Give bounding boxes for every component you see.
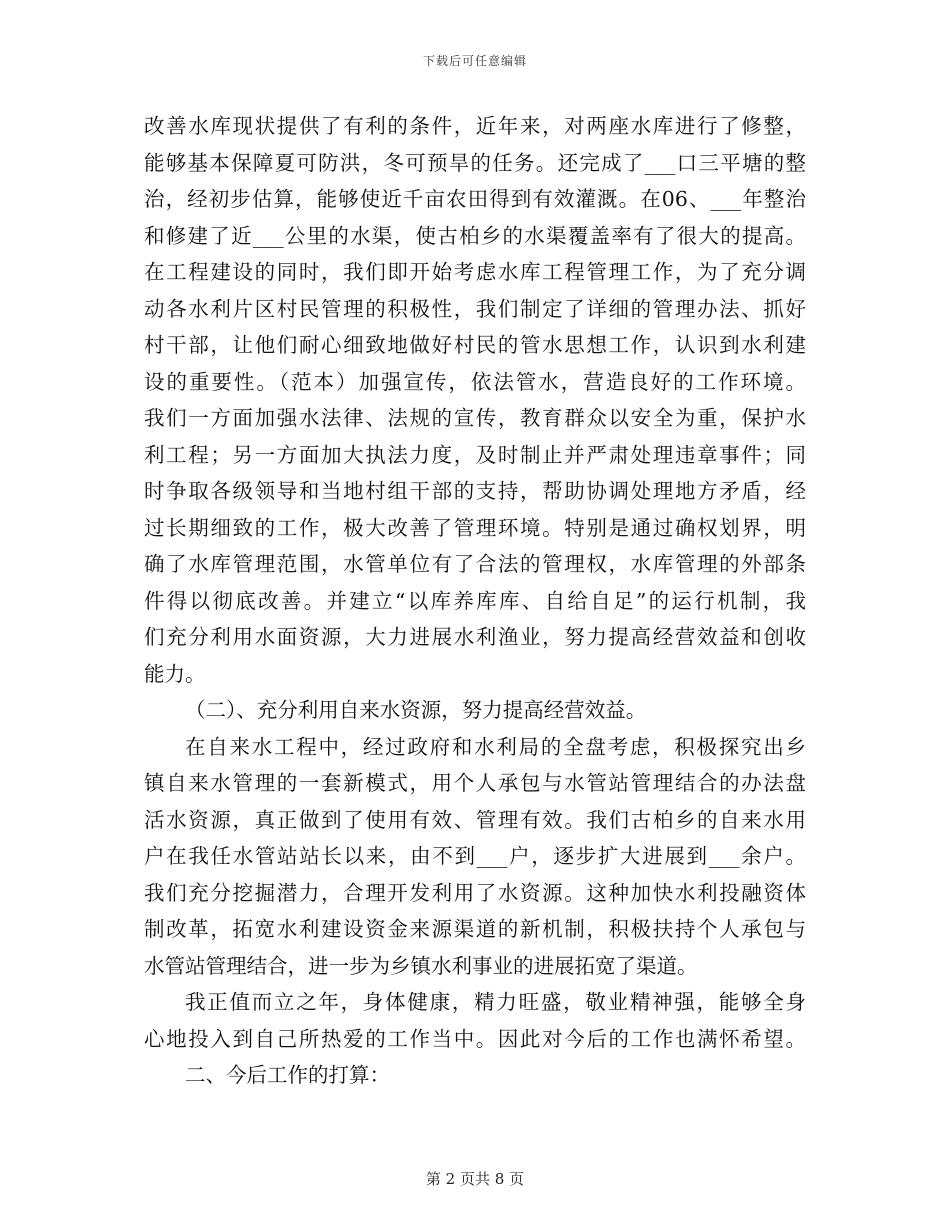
- text-line: 设的重要性。（范本）加强宣传，依法管水，营造良好的工作环境。: [144, 369, 806, 394]
- text-line: 时争取各级领导和当地村组干部的支持，帮助协调处理地方矛盾，经: [144, 479, 806, 503]
- text-line: 件得以彻底改善。并建立“以库养库库、自给自足”的运行机制，我: [144, 588, 806, 613]
- text-line: 我正值而立之年，身体健康，精力旺盛，敬业精神强，能够全身: [185, 990, 806, 1014]
- text-line: 们充分利用水面资源，大力进展水利渔业，努力提高经营效益和创收: [144, 625, 806, 649]
- page-footer: 第 2 页共 8 页: [425, 1170, 525, 1188]
- text-line: 活水资源，真正做到了使用有效、管理有效。我们古柏乡的自来水用: [144, 807, 806, 832]
- section-heading: （二）、充分利用自来水资源，努力提高经营效益。: [185, 698, 647, 722]
- text-line: 利工程；另一方面加大执法力度，及时制止并严肃处理违章事件；同: [144, 442, 806, 467]
- text-line: 我们一方面加强水法律、法规的宣传，教育群众以安全为重，保护水: [144, 406, 806, 430]
- text-line: 在工程建设的同时，我们即开始考虑水库工程管理工作，为了充分调: [144, 260, 806, 284]
- text-line: 确了水库管理范围，水管单位有了合法的管理权，水库管理的外部条: [144, 552, 806, 576]
- text-line: 治，经初步估算，能够使近千亩农田得到有效灌溉。在06、___年整治: [144, 187, 806, 211]
- text-line: 我们充分挖掘潜力，合理开发利用了水资源。这种加快水利投融资体: [144, 880, 806, 905]
- text-line: 水管站管理结合，进一步为乡镇水利事业的进展拓宽了渠道。: [144, 953, 698, 978]
- text-line: 心地投入到自己所热爱的工作当中。因此对今后的工作也满怀希望。: [144, 1026, 806, 1051]
- section-heading: 二、今后工作的打算：: [185, 1063, 390, 1087]
- text-line: 动各水利片区村民管理的积极性，我们制定了详细的管理办法、抓好: [144, 296, 806, 321]
- text-line: 在自来水工程中，经过政府和水利局的全盘考虑，积极探究出乡: [185, 734, 806, 759]
- text-line: 和修建了近___公里的水渠，使古柏乡的水渠覆盖率有了很大的提高。: [144, 223, 806, 248]
- page-header: 下载后可任意编辑: [422, 54, 527, 68]
- text-line: 制改革，拓宽水利建设资金来源渠道的新机制，积极扶持个人承包与: [144, 917, 806, 941]
- text-line: 改善水库现状提供了有利的条件，近年来，对两座水库进行了修整，: [144, 114, 806, 138]
- text-line: 户在我任水管站站长以来，由不到___户，逐步扩大进展到___余户。: [144, 844, 806, 868]
- text-line: 镇自来水管理的一套新模式，用个人承包与水管站管理结合的办法盘: [144, 771, 806, 795]
- text-line: 过长期细致的工作，极大改善了管理环境。特别是通过确权划界，明: [144, 515, 806, 540]
- text-line: 能力。: [144, 661, 206, 686]
- document-body: [144, 108, 806, 1094]
- text-line: 能够基本保障夏可防洪，冬可预旱的任务。还完成了___口三平塘的整: [144, 150, 806, 175]
- text-line: 村干部，让他们耐心细致地做好村民的管水思想工作，认识到水利建: [144, 333, 806, 357]
